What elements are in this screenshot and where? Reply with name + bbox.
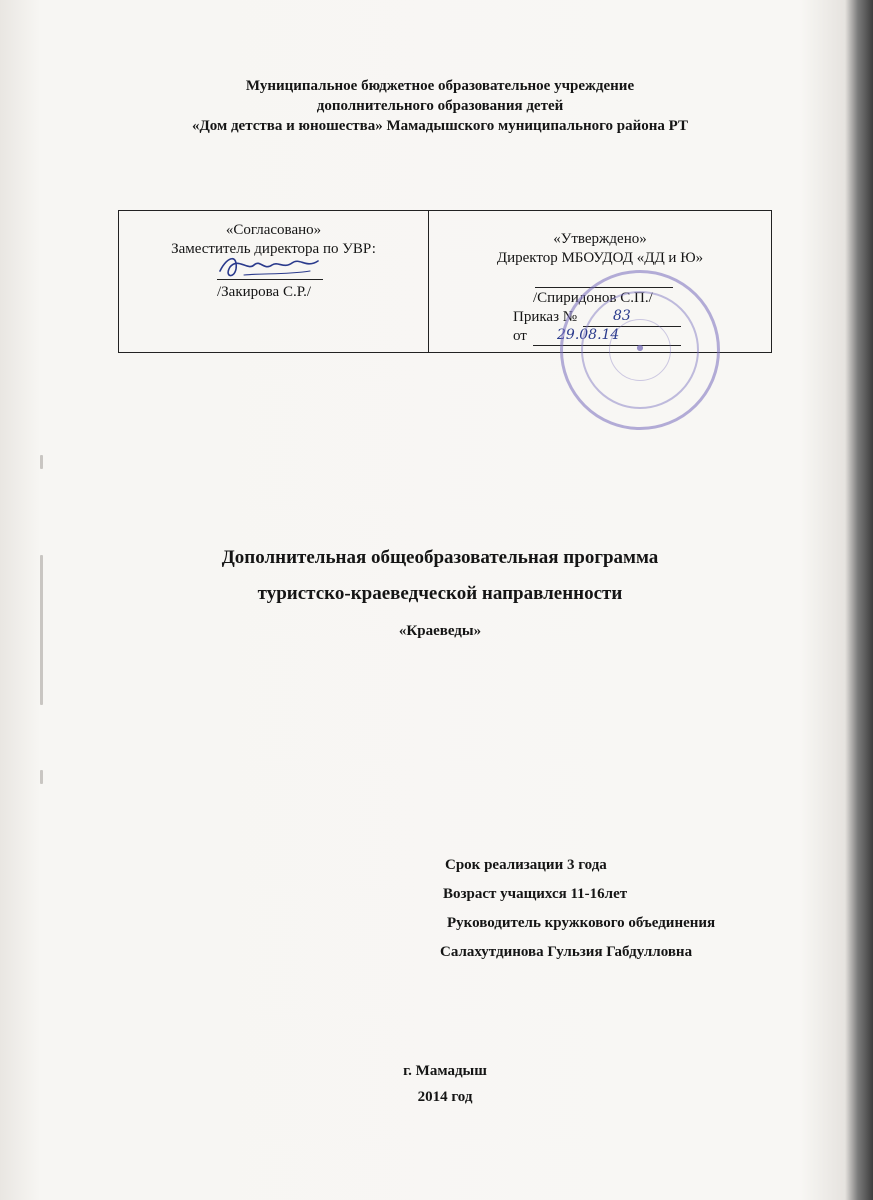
program-name: «Краеведы»	[398, 623, 482, 639]
student-age: Возраст учащихся 11-16лет	[443, 886, 628, 902]
footer	[350, 1058, 540, 1110]
binding-hole	[40, 770, 43, 784]
program-title-line-2: туристско-краеведческой направленности	[257, 583, 623, 604]
approved-name: /Спиридонов С.П./	[533, 290, 653, 306]
program-term: Срок реализации 3 года	[445, 857, 607, 873]
agreed-position: Заместитель директора по УВР:	[171, 241, 376, 257]
year: 2014 год	[417, 1089, 473, 1105]
agreed-title: «Согласовано»	[225, 222, 322, 238]
signature-image	[214, 249, 324, 283]
program-title-line-1: Дополнительная общеобразовательная программа	[221, 547, 659, 568]
binding-hole	[40, 455, 43, 469]
binding-thread	[40, 555, 43, 705]
header-line-2: дополнительного образования детей	[316, 98, 564, 114]
order-number: 83	[613, 308, 631, 324]
approved-position: Директор МБОУДОД «ДД и Ю»	[496, 250, 704, 266]
header-line-3: «Дом детства и юношества» Мамадышского муниципального района РТ	[191, 118, 689, 134]
official-stamp	[560, 270, 720, 430]
city: г. Мамадыш	[403, 1063, 487, 1079]
leader-name: Салахутдинова Гульзия Габдулловна	[440, 944, 693, 960]
date-label: от	[513, 328, 527, 344]
leader-label: Руководитель кружкового объединения	[447, 915, 716, 931]
institution-header	[120, 76, 760, 136]
agreed-name: /Закирова С.Р./	[217, 284, 312, 300]
date-value: 29.08.14	[557, 327, 620, 343]
stamp-inner-text: ●	[636, 343, 644, 352]
header-line-1: Муниципальное бюджетное образовательное учреждение	[245, 78, 635, 94]
approved-title: «Утверждено»	[553, 231, 647, 247]
order-label: Приказ №	[513, 309, 578, 325]
program-title-block	[150, 545, 730, 641]
